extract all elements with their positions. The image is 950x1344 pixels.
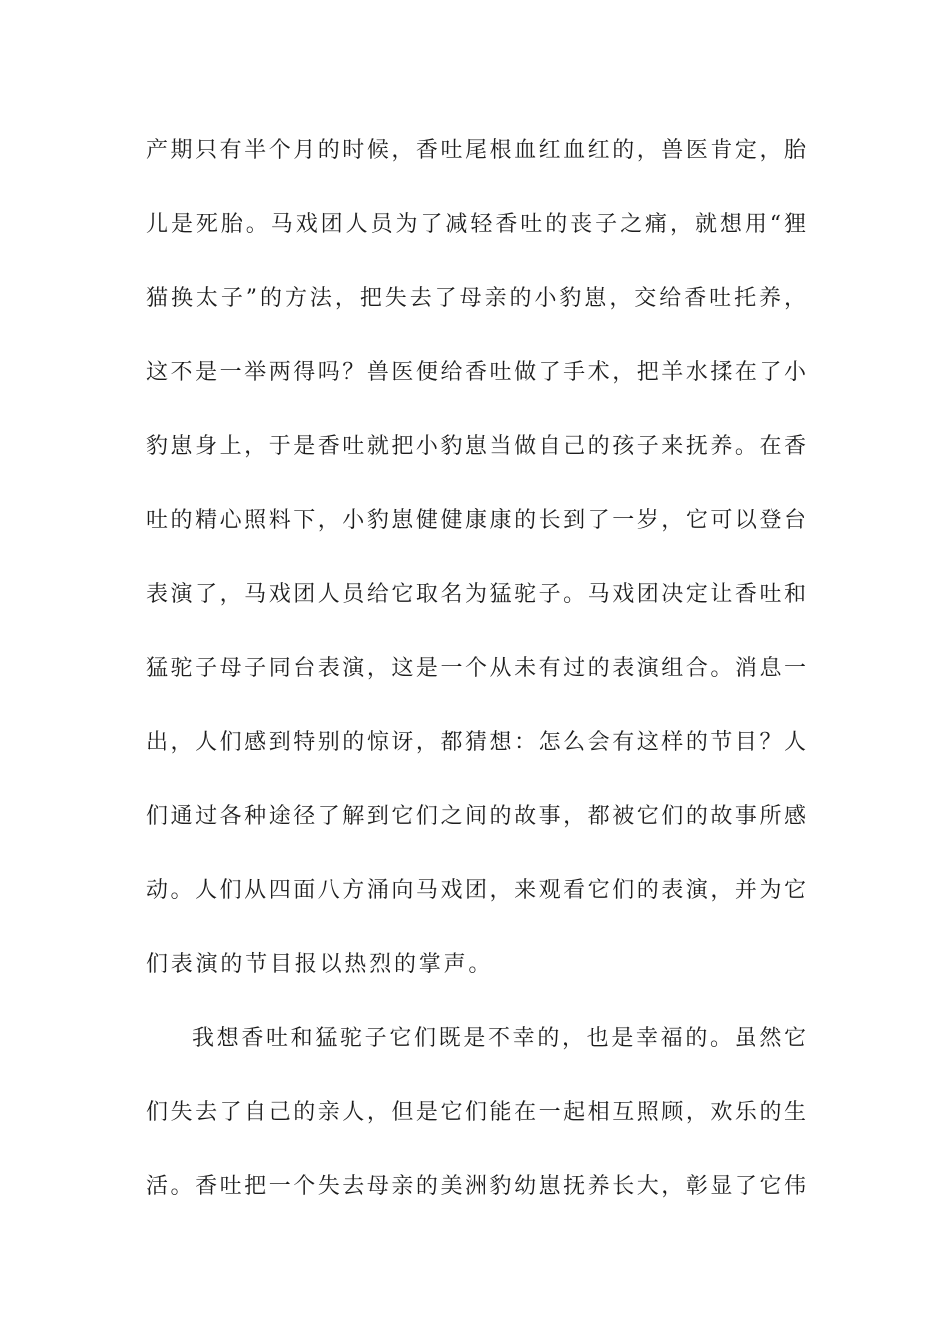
text-line-paragraph-start: 我想香吐和猛驼子它们既是不幸的，也是幸福的。虽然它 (192, 1026, 806, 1051)
text-line: 猛驼子母子同台表演，这是一个从未有过的表演组合。消息一 (146, 656, 806, 681)
text-line: 出，人们感到特别的惊讶，都猜想：怎么会有这样的节目？人 (146, 730, 806, 755)
text-line: 这不是一举两得吗？兽医便给香吐做了手术，把羊水揉在了小 (146, 360, 806, 385)
text-line: 儿是死胎。马戏团人员为了减轻香吐的丧子之痛，就想用“狸 (146, 212, 806, 237)
text-line: 们失去了自己的亲人，但是它们能在一起相互照顾，欢乐的生 (146, 1100, 806, 1125)
body-text (146, 131, 806, 1241)
text-line: 动。人们从四面八方涌向马戏团，来观看它们的表演，并为它 (146, 878, 806, 903)
text-line: 产期只有半个月的时候，香吐尾根血红血红的，兽医肯定，胎 (146, 138, 806, 163)
text-line: 们通过各种途径了解到它们之间的故事，都被它们的故事所感 (146, 804, 806, 829)
text-line: 活。香吐把一个失去母亲的美洲豹幼崽抚养长大，彰显了它伟 (146, 1174, 806, 1199)
text-line-paragraph-end: 们表演的节目报以热烈的掌声。 (146, 952, 494, 977)
text-line: 豹崽身上，于是香吐就把小豹崽当做自己的孩子来抚养。在香 (146, 434, 806, 459)
text-line: 吐的精心照料下，小豹崽健健康康的长到了一岁，它可以登台 (146, 508, 806, 533)
text-line: 猫换太子”的方法，把失去了母亲的小豹崽，交给香吐托养， (146, 286, 806, 311)
text-line: 表演了，马戏团人员给它取名为猛驼子。马戏团决定让香吐和 (146, 582, 806, 607)
